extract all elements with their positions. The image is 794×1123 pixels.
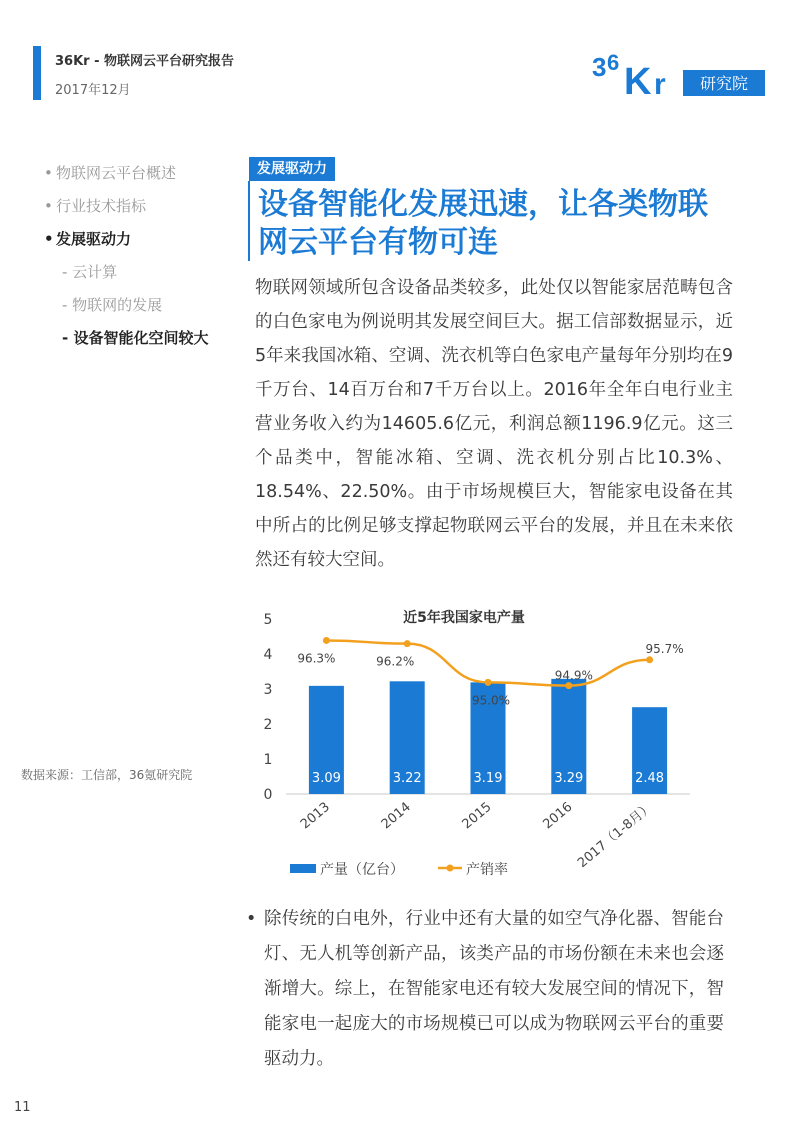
x-tick-label: 2017（1-8月）: [575, 799, 657, 872]
sales-rate-label: 96.2%: [376, 654, 415, 669]
sales-rate-label: 95.7%: [645, 641, 684, 656]
bar-value-label: 3.22: [392, 771, 422, 786]
nav-subitem-smart-devices[interactable]: - 设备智能化空间较大: [62, 329, 209, 347]
svg-text:3: 3: [592, 52, 607, 82]
sales-rate-label: 95.0%: [471, 693, 511, 708]
x-tick-label: 2014: [378, 799, 414, 833]
sales-rate-line: [326, 640, 649, 685]
page-number: 11: [14, 1100, 31, 1115]
sales-rate-point: [404, 640, 411, 647]
nav-item-tech-metrics[interactable]: • 行业技术指标: [44, 197, 147, 215]
legend-bar-label: 产量（亿台）: [320, 862, 404, 878]
svg-text:K: K: [624, 61, 652, 98]
nav-item-overview[interactable]: • 物联网云平台概述: [44, 164, 177, 182]
y-tick-label: 5: [263, 612, 273, 628]
sales-rate-label: 96.3%: [297, 651, 336, 666]
svg-text:r: r: [654, 68, 666, 98]
y-tick-label: 2: [263, 717, 273, 733]
legend-bar-swatch: [290, 864, 316, 873]
x-tick-label: 2016: [540, 799, 576, 833]
sales-rate-point: [565, 682, 572, 689]
logo-label: 研究院: [699, 74, 749, 93]
bar-value-label: 2.48: [635, 771, 665, 786]
nav-item-drivers[interactable]: • 发展驱动力: [44, 230, 132, 248]
chart-title: 近5年我国家电产量: [403, 610, 525, 626]
y-tick-label: 1: [263, 752, 273, 768]
svg-text:6: 6: [607, 50, 620, 75]
section-tag: 发展驱动力: [249, 157, 335, 181]
y-axis: [264, 612, 273, 803]
section-tag-line: [248, 181, 250, 261]
x-tick-label: 2015: [459, 799, 495, 833]
36kr-research-logo: [592, 46, 767, 98]
nav-subitem-iot[interactable]: - 物联网的发展: [62, 296, 163, 314]
sales-rate-point: [646, 656, 653, 663]
sales-rate-point: [323, 637, 330, 644]
nav-subitem-cloud[interactable]: - 云计算: [62, 263, 118, 281]
x-tick-label: 2013: [297, 799, 333, 833]
bullet-dot: •: [246, 909, 257, 929]
bar-value-label: 3.09: [311, 771, 341, 786]
chart-legend: [290, 861, 508, 878]
production-chart: [250, 596, 720, 896]
sales-rate-point: [485, 679, 492, 686]
data-source: 数据来源：工信部，36氪研究院: [21, 768, 193, 782]
legend-line-marker: [447, 865, 454, 872]
body-paragraph: 物联网领域所包含设备品类较多，此处仅以智能家居范畴包含的白色家电为例说明其发展空间巨大。据工信部数据显示，近5年来我国冰箱、空调、洗衣机等白色家电产量每年分别均在9千万台、14百万台和7千万台以上。2016年全年白电行业主营业务收入约为14605.6亿元，利润总额1196.9亿元。这三个品类中，智能冰箱、空调、洗衣机分别占比10.3%、18.54%、22.50%。由于市场规模巨大，智能家电设备在其中所占的比例足够支撑起物联网云平台的发展，并且在未来依然还有较大空间。: [255, 278, 733, 570]
y-tick-label: 0: [263, 787, 273, 803]
header-accent-bar: [33, 46, 41, 100]
headline: 设备智能化发展迅速，让各类物联网云平台有物可连: [258, 187, 708, 260]
report-title: 36Kr - 物联网云平台研究报告: [55, 54, 235, 69]
bar-value-label: 3.29: [554, 771, 584, 786]
section-nav: [44, 160, 208, 358]
sales-rate-label: 94.9%: [554, 668, 593, 683]
y-tick-label: 4: [263, 647, 273, 663]
report-date: 2017年12月: [55, 83, 131, 98]
bar-value-label: 3.19: [473, 771, 503, 786]
legend-line-label: 产销率: [466, 862, 508, 878]
y-tick-label: 3: [263, 682, 273, 698]
bullet-text: 除传统的白电外，行业中还有大量的如空气净化器、智能台灯、无人机等创新产品，该类产品的市场份额在未来也会逐渐增大。综上，在智能家电还有较大发展空间的情况下，智能家电一起庞大的市场规模已可以成为物联网云平台的重要驱动力。: [264, 909, 724, 1069]
